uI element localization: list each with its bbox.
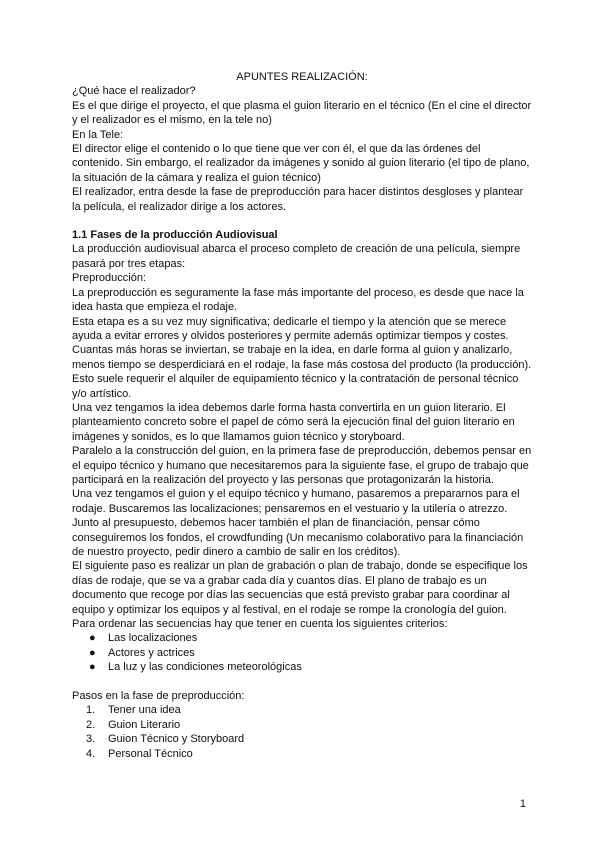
list-item-text: Las localizaciones: [108, 632, 198, 645]
list-number: 4.: [86, 747, 96, 760]
section-paragraph: Una vez tengamos el guion y el equipo técnico y humano, pasaremos a prepararnos para el rodaje. Buscaremos las localizaciones; pensaremos en el vestuario y la utilería o atrezzo.: [72, 488, 520, 515]
list-item-text: Actores y actrices: [108, 646, 195, 659]
list-item-text: Guion Técnico y Storyboard: [108, 733, 245, 746]
list-item-text: Guion Literario: [108, 718, 181, 731]
section-paragraph: Junto al presupuesto, debemos hacer también el plan de financiación, pensar cómo conseguiremos los fondos, el crowdfunding (Un mecanismo colaborativo para la financiación de nuestro proyecto, pedir dinero a cambio de salir en los créditos).: [72, 517, 524, 558]
list-item: [72, 646, 532, 660]
list-number: 2.: [86, 718, 96, 731]
bullet-icon: ●: [89, 632, 96, 645]
bullet-icon: ●: [89, 661, 96, 674]
section-paragraph: La producción audiovisual abarca el proceso completo de creación de una película, siempre pasará por tres etapas:: [72, 243, 521, 270]
list-item: [72, 631, 532, 645]
intro-paragraph: El realizador, entra desde la fase de preproducción para hacer distintos desgloses y plantear la película, el realizador dirige a los actores.: [72, 186, 524, 213]
section-paragraph: Esta etapa es a su vez muy significativa; dedicarle el tiempo y la atención que se merece ayuda a evitar errores y olvidos posteriores y permite además optimizar tiempos y costes. Cuantas más horas se inviertan, se trabaje en la idea, en darle forma al guion y analizarlo, menos tiempo se desperdiciará en el rodaje, la fase más costosa del producto (la producción). Esto suele requerir el alquiler de equipamiento técnico y la contratación de personal técnico y/o artístico.: [72, 315, 532, 400]
list-item: [72, 718, 532, 732]
preproduction-label: Preproducción:: [72, 272, 146, 285]
section-paragraph: Para ordenar las secuencias hay que tener en cuenta los siguientes criterios:: [72, 618, 448, 631]
section-paragraph: La preproducción es seguramente la fase más importante del proceso, es desde que nace la idea hasta que empieza el rodaje.: [72, 286, 524, 314]
list-item-text: La luz y las condiciones meteorológicas: [108, 661, 302, 674]
section-paragraph: El siguiente paso es realizar un plan de grabación o plan de trabajo, donde se especifique los días de rodaje, que se va a grabar cada día y cuantos días. El plano de trabajo es un documento que recoge por días las secuencias que está previsto grabar para coordinar al equipo y optimizar los equipos y al festival, en el rodaje se rompe la cronología del guion.: [72, 560, 528, 616]
intro-paragraph: Es el que dirige el proyecto, el que plasma el guion literario en el técnico (En el cine el director y el realizador es el mismo, en la tele no): [72, 99, 532, 127]
list-item: [72, 747, 532, 761]
page-number: 1: [519, 798, 526, 810]
list-item: [72, 732, 532, 746]
steps-list: [72, 703, 532, 761]
document-page: [72, 70, 532, 761]
section-heading: 1.1 Fases de la producción Audiovisual: [72, 229, 278, 242]
criteria-list: [72, 631, 532, 674]
list-item-text: Tener una idea: [108, 704, 181, 717]
intro-paragraph: El director elige el contenido o lo que tiene que ver con él, el que da las órdenes del contenido. Sin embargo, el realizador da imágenes y sonido al guion literario (el tipo de plano, la situación de la cámara y realiza el guion técnico): [72, 143, 530, 184]
list-item: [72, 703, 532, 717]
list-item-text: Personal Técnico: [108, 747, 193, 760]
blank-line: [72, 675, 532, 689]
list-number: 1.: [86, 704, 96, 717]
section-paragraph: Una vez tengamos la idea debemos darle forma hasta convertirla en un guion literario. El planteamiento concreto sobre el papel de cómo será la ejecución final del guion literario en imágenes y sonidos, es lo que llamamos guion técnico y storyboard.: [72, 401, 515, 443]
bullet-icon: ●: [89, 646, 96, 659]
intro-tv-label: En la Tele:: [72, 128, 124, 141]
steps-intro: Pasos en la fase de preproducción:: [72, 690, 245, 703]
document-title: APUNTES REALIZACIÓN:: [236, 71, 368, 83]
list-number: 3.: [86, 733, 96, 746]
list-item: [72, 660, 532, 674]
intro-question: ¿Qué hace el realizador?: [72, 85, 196, 98]
section-paragraph: Paralelo a la construcción del guion, en la primera fase de preproducción, debemos pensar en el equipo técnico y humano que necesitaremos para la siguiente fase, el grupo de trabajo que participará en la realización del proyecto y las personas que protagonizarán la historia.: [72, 445, 532, 486]
